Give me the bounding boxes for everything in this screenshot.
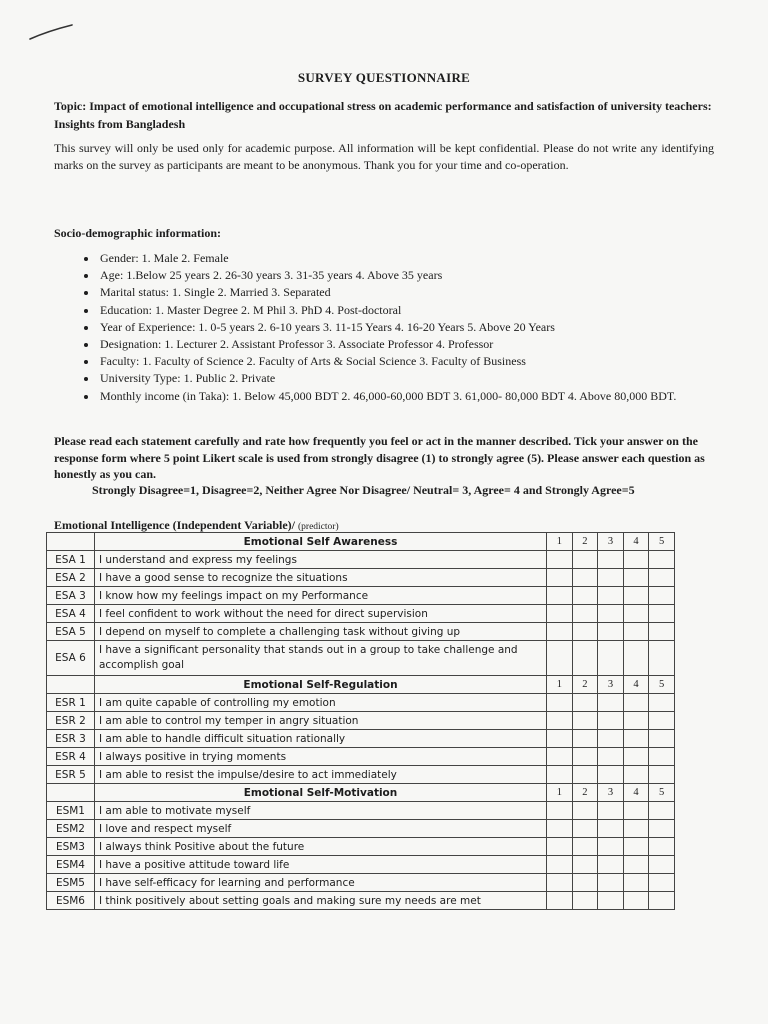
rating-cell-5[interactable]	[649, 730, 675, 748]
rating-cell-5[interactable]	[649, 712, 675, 730]
scale-header-4: 4	[623, 676, 649, 694]
rating-cell-1[interactable]	[547, 587, 573, 605]
rating-cell-5[interactable]	[649, 587, 675, 605]
item-statement: I feel confident to work without the need for direct supervision	[94, 605, 546, 623]
item-code: ESR 3	[47, 730, 95, 748]
rating-cell-2[interactable]	[572, 802, 598, 820]
rating-cell-4[interactable]	[623, 605, 649, 623]
ei-heading-note: (predictor)	[298, 522, 339, 532]
scale-header-3: 3	[598, 676, 624, 694]
socio-item-university-type: • University Type: 1. Public 2. Private	[98, 370, 738, 387]
scale-header-2: 2	[572, 533, 598, 551]
rating-cell-3[interactable]	[598, 838, 624, 856]
table-row	[47, 892, 675, 910]
section-header-row	[47, 784, 675, 802]
rating-cell-5[interactable]	[649, 623, 675, 641]
item-code: ESM1	[47, 802, 95, 820]
header-code-cell	[47, 784, 95, 802]
rating-cell-4[interactable]	[623, 892, 649, 910]
item-statement: I have a positive attitude toward life	[94, 856, 546, 874]
rating-cell-4[interactable]	[623, 551, 649, 569]
scale-header-3: 3	[598, 533, 624, 551]
likert-scale-legend: Strongly Disagree=1, Disagree=2, Neither Agree Nor Disagree/ Neutral= 3, Agree= 4 and Strongly Agree=5	[92, 483, 635, 497]
rating-cell-4[interactable]	[623, 641, 649, 676]
table-row	[47, 587, 675, 605]
table-row	[47, 820, 675, 838]
rating-cell-2[interactable]	[572, 730, 598, 748]
item-code: ESM5	[47, 874, 95, 892]
rating-cell-2[interactable]	[572, 641, 598, 676]
rating-cell-1[interactable]	[547, 748, 573, 766]
rating-cell-2[interactable]	[572, 605, 598, 623]
rating-instructions: Please read each statement carefully and rate how frequently you feel or act in the manner described. Tick your answer on the response form where 5 point Likert scale is used from strongly disagree (1) to strongly agree (5). Please answer each question as honestly as you can.	[54, 434, 705, 481]
item-statement: I have a good sense to recognize the situations	[94, 569, 546, 587]
item-code: ESM2	[47, 820, 95, 838]
rating-cell-1[interactable]	[547, 694, 573, 712]
section-title: Emotional Self-Motivation	[94, 784, 546, 802]
section-header-row	[47, 533, 675, 551]
scale-header-5: 5	[649, 784, 675, 802]
scale-header-2: 2	[572, 784, 598, 802]
section-title: Emotional Self-Regulation	[94, 676, 546, 694]
socio-item-monthly-income: • Monthly income (in Taka): 1. Below 45,000 BDT 2. 46,000-60,000 BDT 3. 61,000- 80,000 BDT 4. Above 80,000 BDT.	[98, 388, 738, 405]
rating-cell-1[interactable]	[547, 730, 573, 748]
socio-demographic-list	[54, 250, 738, 405]
emotional-intelligence-table	[46, 532, 675, 910]
rating-cell-2[interactable]	[572, 569, 598, 587]
table-row	[47, 712, 675, 730]
table-row	[47, 874, 675, 892]
rating-cell-1[interactable]	[547, 820, 573, 838]
rating-cell-4[interactable]	[623, 569, 649, 587]
item-statement: I think positively about setting goals and making sure my needs are met	[94, 892, 546, 910]
rating-cell-3[interactable]	[598, 892, 624, 910]
rating-cell-2[interactable]	[572, 766, 598, 784]
rating-cell-2[interactable]	[572, 892, 598, 910]
scale-header-4: 4	[623, 533, 649, 551]
intro-paragraph: This survey will only be used only for academic purpose. All information will be kept confidential. Please do not write any identifying marks on the survey as participants are meant to be anonymous. Thank you for your time and co-operation.	[54, 141, 714, 172]
rating-cell-4[interactable]	[623, 623, 649, 641]
rating-cell-1[interactable]	[547, 569, 573, 587]
item-statement: I always positive in trying moments	[94, 748, 546, 766]
item-code: ESR 2	[47, 712, 95, 730]
rating-cell-2[interactable]	[572, 551, 598, 569]
rating-cell-1[interactable]	[547, 641, 573, 676]
rating-cell-5[interactable]	[649, 802, 675, 820]
header-code-cell	[47, 676, 95, 694]
socio-item-faculty: • Faculty: 1. Faculty of Science 2. Faculty of Arts & Social Science 3. Faculty of Business	[98, 353, 738, 370]
rating-cell-5[interactable]	[649, 820, 675, 838]
rating-cell-1[interactable]	[547, 838, 573, 856]
rating-cell-4[interactable]	[623, 730, 649, 748]
item-statement: I have a significant personality that stands out in a group to take challenge and accomplish goal	[94, 641, 546, 676]
item-statement: I am quite capable of controlling my emotion	[94, 694, 546, 712]
item-statement: I am able to motivate myself	[94, 802, 546, 820]
item-statement: I am able to control my temper in angry situation	[94, 712, 546, 730]
rating-cell-3[interactable]	[598, 856, 624, 874]
ei-heading-text: Emotional Intelligence (Independent Variable)/	[54, 518, 296, 532]
table-row	[47, 694, 675, 712]
scale-header-1: 1	[547, 784, 573, 802]
item-statement: I have self-efficacy for learning and performance	[94, 874, 546, 892]
item-statement: I always think Positive about the future	[94, 838, 546, 856]
rating-cell-5[interactable]	[649, 766, 675, 784]
rating-cell-2[interactable]	[572, 856, 598, 874]
socio-item-marital-status: • Marital status: 1. Single 2. Married 3. Separated	[98, 284, 738, 301]
rating-cell-4[interactable]	[623, 838, 649, 856]
scale-header-3: 3	[598, 784, 624, 802]
rating-cell-3[interactable]	[598, 587, 624, 605]
socio-item-experience: • Year of Experience: 1. 0-5 years 2. 6-10 years 3. 11-15 Years 4. 16-20 Years 5. Above 20 Years	[98, 319, 738, 336]
scale-header-1: 1	[547, 676, 573, 694]
item-statement: I am able to handle difficult situation rationally	[94, 730, 546, 748]
item-statement: I understand and express my feelings	[94, 551, 546, 569]
item-code: ESR 4	[47, 748, 95, 766]
item-code: ESR 5	[47, 766, 95, 784]
item-code: ESA 3	[47, 587, 95, 605]
table-row	[47, 856, 675, 874]
table-row	[47, 766, 675, 784]
rating-cell-2[interactable]	[572, 874, 598, 892]
rating-cell-1[interactable]	[547, 802, 573, 820]
rating-cell-1[interactable]	[547, 623, 573, 641]
item-code: ESA 1	[47, 551, 95, 569]
rating-cell-1[interactable]	[547, 551, 573, 569]
rating-cell-3[interactable]	[598, 623, 624, 641]
rating-cell-5[interactable]	[649, 838, 675, 856]
socio-item-designation: • Designation: 1. Lecturer 2. Assistant Professor 3. Associate Professor 4. Professor	[98, 336, 738, 353]
table-row	[47, 748, 675, 766]
rating-cell-4[interactable]	[623, 712, 649, 730]
rating-cell-1[interactable]	[547, 856, 573, 874]
rating-cell-1[interactable]	[547, 766, 573, 784]
rating-cell-2[interactable]	[572, 587, 598, 605]
rating-cell-4[interactable]	[623, 874, 649, 892]
rating-cell-3[interactable]	[598, 802, 624, 820]
rating-cell-2[interactable]	[572, 838, 598, 856]
page-title: SURVEY QUESTIONNAIRE	[297, 70, 471, 85]
rating-cell-2[interactable]	[572, 623, 598, 641]
rating-cell-4[interactable]	[623, 802, 649, 820]
rating-cell-2[interactable]	[572, 748, 598, 766]
item-code: ESR 1	[47, 694, 95, 712]
rating-cell-5[interactable]	[649, 551, 675, 569]
rating-cell-4[interactable]	[623, 694, 649, 712]
scale-header-5: 5	[649, 676, 675, 694]
rating-cell-3[interactable]	[598, 605, 624, 623]
rating-cell-4[interactable]	[623, 820, 649, 838]
rating-cell-5[interactable]	[649, 569, 675, 587]
rating-cell-5[interactable]	[649, 748, 675, 766]
rating-cell-5[interactable]	[649, 874, 675, 892]
rating-cell-5[interactable]	[649, 605, 675, 623]
socio-demographic-heading: Socio-demographic information:	[54, 226, 221, 240]
topic-statement: Topic: Impact of emotional intelligence and occupational stress on academic performance and satisfaction of university teachers: Insights from Bangladesh	[54, 99, 712, 131]
pen-stroke-mark	[28, 22, 76, 42]
rating-cell-5[interactable]	[649, 892, 675, 910]
item-code: ESA 5	[47, 623, 95, 641]
rating-cell-2[interactable]	[572, 820, 598, 838]
rating-cell-4[interactable]	[623, 856, 649, 874]
rating-cell-3[interactable]	[598, 712, 624, 730]
scale-header-5: 5	[649, 533, 675, 551]
socio-item-gender: • Gender: 1. Male 2. Female	[98, 250, 738, 267]
item-statement: I depend on myself to complete a challenging task without giving up	[94, 623, 546, 641]
table-row	[47, 569, 675, 587]
rating-cell-3[interactable]	[598, 766, 624, 784]
table-row	[47, 802, 675, 820]
rating-cell-3[interactable]	[598, 820, 624, 838]
rating-cell-4[interactable]	[623, 766, 649, 784]
table-row	[47, 605, 675, 623]
rating-cell-5[interactable]	[649, 694, 675, 712]
table-row	[47, 551, 675, 569]
table-row	[47, 838, 675, 856]
rating-cell-1[interactable]	[547, 712, 573, 730]
item-statement: I am able to resist the impulse/desire to act immediately	[94, 766, 546, 784]
rating-cell-2[interactable]	[572, 694, 598, 712]
rating-cell-3[interactable]	[598, 874, 624, 892]
rating-cell-1[interactable]	[547, 892, 573, 910]
item-statement: I love and respect myself	[94, 820, 546, 838]
item-code: ESA 4	[47, 605, 95, 623]
socio-item-age: • Age: 1.Below 25 years 2. 26-30 years 3. 31-35 years 4. Above 35 years	[98, 267, 738, 284]
rating-cell-3[interactable]	[598, 748, 624, 766]
rating-cell-3[interactable]	[598, 694, 624, 712]
scale-header-4: 4	[623, 784, 649, 802]
table-row	[47, 641, 675, 676]
item-code: ESM6	[47, 892, 95, 910]
item-code: ESM3	[47, 838, 95, 856]
rating-cell-1[interactable]	[547, 605, 573, 623]
rating-cell-3[interactable]	[598, 730, 624, 748]
header-code-cell	[47, 533, 95, 551]
rating-cell-3[interactable]	[598, 569, 624, 587]
item-code: ESM4	[47, 856, 95, 874]
rating-cell-3[interactable]	[598, 551, 624, 569]
rating-cell-4[interactable]	[623, 587, 649, 605]
rating-cell-3[interactable]	[598, 641, 624, 676]
rating-cell-2[interactable]	[572, 712, 598, 730]
scale-header-2: 2	[572, 676, 598, 694]
item-code: ESA 2	[47, 569, 95, 587]
table-row	[47, 623, 675, 641]
rating-cell-1[interactable]	[547, 874, 573, 892]
table-row	[47, 730, 675, 748]
rating-cell-5[interactable]	[649, 856, 675, 874]
item-code: ESA 6	[47, 641, 95, 676]
rating-cell-5[interactable]	[649, 641, 675, 676]
rating-cell-4[interactable]	[623, 748, 649, 766]
section-header-row	[47, 676, 675, 694]
item-statement: I know how my feelings impact on my Performance	[94, 587, 546, 605]
section-title: Emotional Self Awareness	[94, 533, 546, 551]
scale-header-1: 1	[547, 533, 573, 551]
emotional-intelligence-heading	[54, 518, 339, 533]
socio-item-education: • Education: 1. Master Degree 2. M Phil 3. PhD 4. Post-doctoral	[98, 302, 738, 319]
